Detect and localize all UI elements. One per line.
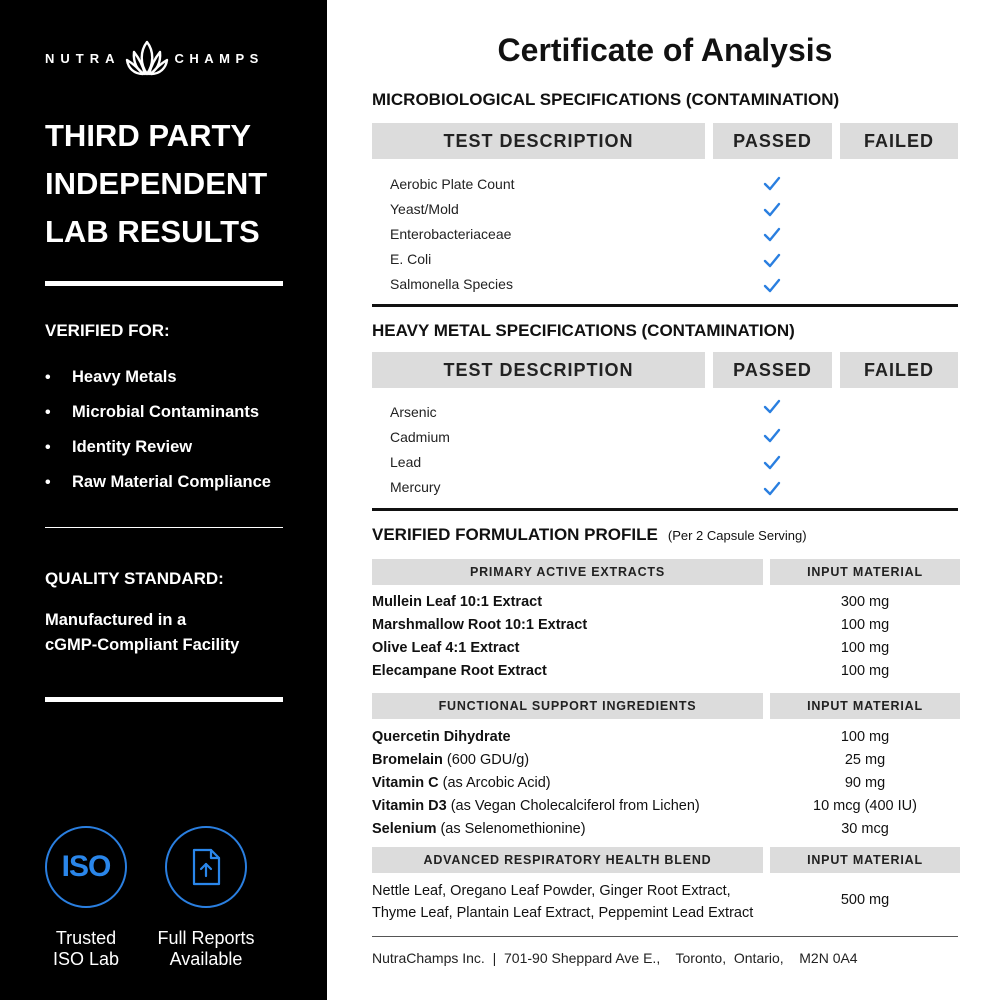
check-icon <box>763 202 781 218</box>
check-icon <box>763 176 781 192</box>
formulation-note: (Per 2 Capsule Serving) <box>667 528 807 543</box>
blend-header: ADVANCED RESPIRATORY HEALTH BLEND <box>372 847 763 873</box>
reports-badge-label: Full Reports Available <box>157 928 255 969</box>
check-icon <box>763 278 781 294</box>
verified-list <box>45 360 305 500</box>
primary-col-header: INPUT MATERIAL <box>770 559 960 585</box>
table-row: Arsenic <box>390 404 437 420</box>
quality-text: Manufactured in a cGMP-Compliant Facility <box>45 611 240 654</box>
divider-thick <box>45 281 283 286</box>
metal-heading: HEAVY METAL SPECIFICATIONS (CONTAMINATION) <box>372 321 795 340</box>
brand-word-2: CHAMPS <box>174 50 264 66</box>
table-row: Marshmallow Root 10:1 Extract 100 mg <box>372 616 890 633</box>
micro-col-failed: FAILED <box>840 123 958 159</box>
check-icon <box>763 481 781 497</box>
left-panel <box>0 0 327 1000</box>
verified-title: VERIFIED FOR: <box>45 321 170 340</box>
list-item: • Raw Material Compliance <box>45 473 271 491</box>
table-row: Vitamin C (as Arcobic Acid) 90 mg <box>372 774 886 791</box>
headline-line: THIRD PARTY <box>45 118 252 153</box>
iso-icon: ISO <box>61 850 111 883</box>
headline-line: INDEPENDENT <box>45 166 268 201</box>
headline <box>45 112 305 256</box>
divider-thin <box>45 527 283 528</box>
table-row: Yeast/Mold <box>390 201 459 217</box>
check-icon <box>763 227 781 243</box>
table-row: Selenium (as Selenomethionine) 30 mcg <box>372 820 889 837</box>
headline-line: LAB RESULTS <box>45 214 260 249</box>
micro-col-passed: PASSED <box>713 123 832 159</box>
list-item: • Microbial Contaminants <box>45 403 260 421</box>
section-divider <box>372 508 958 511</box>
formulation-heading: VERIFIED FORMULATION PROFILE (Per 2 Capsule Serving) <box>372 525 807 544</box>
micro-heading: MICROBIOLOGICAL SPECIFICATIONS (CONTAMINATION) <box>372 90 840 109</box>
micro-col-desc: TEST DESCRIPTION <box>372 123 705 159</box>
primary-header: PRIMARY ACTIVE EXTRACTS <box>372 559 763 585</box>
table-row: Lead <box>390 454 422 470</box>
table-row: Elecampane Root Extract 100 mg <box>372 662 890 679</box>
metal-col-failed: FAILED <box>840 352 958 388</box>
functional-header: FUNCTIONAL SUPPORT INGREDIENTS <box>372 693 763 719</box>
check-icon <box>763 455 781 471</box>
metal-col-desc: TEST DESCRIPTION <box>372 352 705 388</box>
table-row: Vitamin D3 (as Vegan Cholecalciferol from Lichen) 10 mcg (400 IU) <box>372 797 917 814</box>
check-icon <box>763 253 781 269</box>
check-icon <box>763 428 781 444</box>
metal-col-passed: PASSED <box>713 352 832 388</box>
page-title: Certificate of Analysis <box>497 32 833 68</box>
table-row: Enterobacteriaceae <box>390 226 512 242</box>
footer-divider <box>372 936 958 937</box>
table-row: Mullein Leaf 10:1 Extract 300 mg <box>372 593 890 610</box>
table-row: Aerobic Plate Count <box>390 176 515 192</box>
quality-title: QUALITY STANDARD: <box>45 569 224 588</box>
file-upload-icon <box>190 848 222 886</box>
table-row: Olive Leaf 4:1 Extract 100 mg <box>372 639 890 656</box>
list-item: • Identity Review <box>45 438 193 456</box>
divider-thick <box>45 697 283 702</box>
table-row: Salmonella Species <box>390 276 513 292</box>
table-row: Mercury <box>390 479 441 495</box>
list-item: • Heavy Metals <box>45 368 177 386</box>
reports-badge <box>165 826 247 908</box>
iso-badge <box>45 826 127 908</box>
blend-ingredients: Nettle Leaf, Oregano Leaf Powder, Ginger Root Extract, Thyme Leaf, Plantain Leaf Extract, Peppemint Lead Extract <box>372 883 754 921</box>
lotus-icon <box>125 38 169 78</box>
brand-word-1: NUTRA <box>45 50 121 66</box>
check-icon <box>763 399 781 415</box>
brand-logo <box>45 36 285 80</box>
table-row: Bromelain (600 GDU/g) 25 mg <box>372 751 886 768</box>
section-divider <box>372 304 958 307</box>
blend-col-header: INPUT MATERIAL <box>770 847 960 873</box>
table-row: E. Coli <box>390 251 432 267</box>
blend-amount: 500 mg <box>840 892 890 908</box>
footer-address: NutraChamps Inc. | 701-90 Sheppard Ave E., Toronto, Ontario, M2N 0A4 <box>372 950 858 966</box>
table-row: Cadmium <box>390 429 450 445</box>
functional-col-header: INPUT MATERIAL <box>770 693 960 719</box>
iso-badge-label: Trusted ISO Lab <box>52 928 120 969</box>
table-row: Quercetin Dihydrate 100 mg <box>372 728 890 745</box>
